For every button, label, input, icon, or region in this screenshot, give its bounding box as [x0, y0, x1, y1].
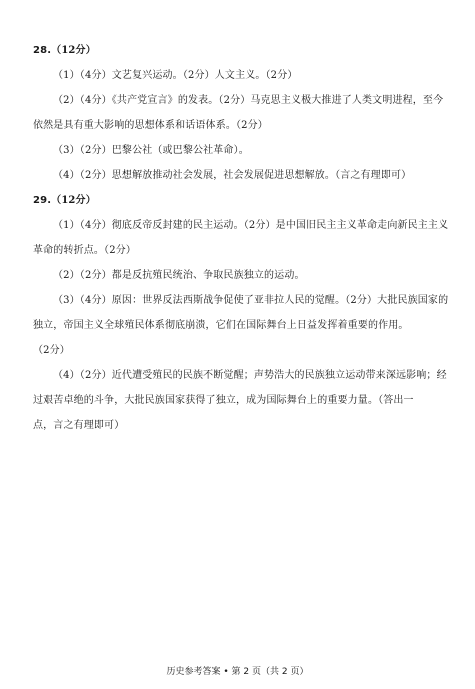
- q29-heading: [33, 194, 96, 208]
- q29-answer-1: （1）（4分）彻底反帝反封建的民主运动。（2分）是中国旧民主主义革命走向新民主主义: [53, 220, 449, 231]
- q29-answer-3-cont: 独立，帝国主义全球殖民体系彻底崩溃，它们在国际舞台上日益发挥着重要的作用。: [33, 320, 409, 331]
- q29-answer-4-cont: 过艰苦卓绝的斗争，大批民族国家获得了独立，成为国际舞台上的重要力量。（答出一: [33, 395, 414, 406]
- q29-answer-4: （4）（2分）近代遭受殖民的民族不断觉醒；声势浩大的民族独立运动带来深远影响；经: [53, 370, 447, 381]
- q28-score: （12分）: [51, 45, 96, 56]
- q28-answer-4: （4）（2分）思想解放推动社会发展，社会发展促进思想解放。（言之有理即可）: [53, 170, 412, 181]
- q28-answer-3: （3）（2分）巴黎公社（或巴黎公社革命）。: [53, 145, 249, 156]
- q28-answer-1: （1）（4分）文艺复兴运动。（2分）人文主义。（2分）: [53, 70, 298, 81]
- q28-answer-2-cont: 依然是具有重大影响的思想体系和话语体系。（2分）: [33, 120, 268, 131]
- q29-answer-2: （2）（2分）都是反抗殖民统治、争取民族独立的运动。: [53, 270, 305, 281]
- q28-heading: [33, 44, 96, 58]
- q29-answer-4-cont2: 点，言之有理即可）: [33, 420, 125, 431]
- q29-answer-3-score: （2分）: [33, 345, 70, 356]
- q28-number: 28.: [33, 45, 52, 56]
- q29-answer-1-cont: 革命的转折点。（2分）: [33, 245, 137, 256]
- page-footer: 历史参考答案 • 第 2 页（共 2 页）: [166, 667, 309, 677]
- q29-answer-3: （3）（4分）原因：世界反法西斯战争促使了亚非拉人民的觉醒。（2分）大批民族国家的: [53, 295, 449, 306]
- q29-score: （12分）: [51, 195, 96, 206]
- q28-answer-2: （2）（4分）《共产党宣言》的发表。（2分）马克思主义极大推进了人类文明进程，至今: [53, 95, 444, 106]
- q29-number: 29.: [33, 195, 52, 206]
